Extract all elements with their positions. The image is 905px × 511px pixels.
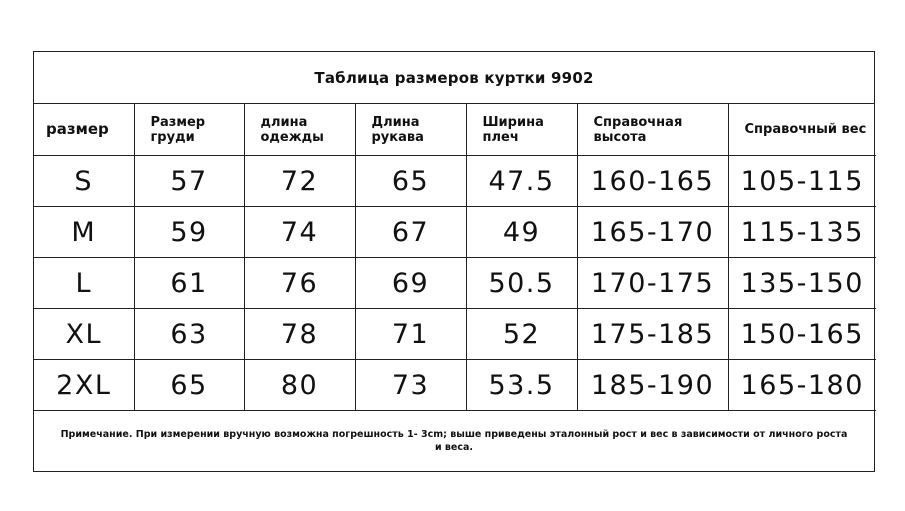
cell-chest: 59 <box>134 207 244 258</box>
footnote: Примечание. При измерении вручную возможна погрешность 1- 3cm; выше приведены эталонный рост и вес в зависимости от личного роста и веса. <box>60 428 848 453</box>
cell-height: 165-170 <box>577 207 728 258</box>
cell-weight: 150-165 <box>728 309 876 360</box>
cell-sleeve: 71 <box>355 309 466 360</box>
cell-height: 170-175 <box>577 258 728 309</box>
cell-shoulder: 50.5 <box>466 258 577 309</box>
cell-size: S <box>34 156 134 207</box>
cell-sleeve: 73 <box>355 360 466 411</box>
cell-height: 160-165 <box>577 156 728 207</box>
cell-sleeve: 67 <box>355 207 466 258</box>
cell-length: 76 <box>244 258 355 309</box>
table-row <box>34 360 876 411</box>
cell-weight: 115-135 <box>728 207 876 258</box>
cell-shoulder: 47.5 <box>466 156 577 207</box>
table-row <box>34 309 876 360</box>
cell-height: 175-185 <box>577 309 728 360</box>
chart-title: Таблица размеров куртки 9902 <box>34 52 874 104</box>
cell-length: 80 <box>244 360 355 411</box>
cell-shoulder: 49 <box>466 207 577 258</box>
cell-length: 72 <box>244 156 355 207</box>
cell-height: 185-190 <box>577 360 728 411</box>
cell-chest: 57 <box>134 156 244 207</box>
header-shoulder: Ширина плеч <box>466 104 577 156</box>
cell-weight: 135-150 <box>728 258 876 309</box>
cell-shoulder: 52 <box>466 309 577 360</box>
header-weight: Справочный вес <box>728 104 876 156</box>
cell-chest: 61 <box>134 258 244 309</box>
table-row <box>34 258 876 309</box>
cell-chest: 65 <box>134 360 244 411</box>
cell-weight: 105-115 <box>728 156 876 207</box>
header-length: длина одежды <box>244 104 355 156</box>
cell-weight: 165-180 <box>728 360 876 411</box>
header-row <box>34 104 876 156</box>
table-row <box>34 207 876 258</box>
table-row <box>34 156 876 207</box>
cell-size: XL <box>34 309 134 360</box>
header-chest: Размер груди <box>134 104 244 156</box>
cell-size: M <box>34 207 134 258</box>
size-chart-frame <box>33 51 875 472</box>
cell-length: 78 <box>244 309 355 360</box>
header-sleeve: Длина рукава <box>355 104 466 156</box>
size-table <box>34 104 876 411</box>
cell-size: 2XL <box>34 360 134 411</box>
cell-chest: 63 <box>134 309 244 360</box>
cell-sleeve: 65 <box>355 156 466 207</box>
cell-length: 74 <box>244 207 355 258</box>
cell-shoulder: 53.5 <box>466 360 577 411</box>
cell-size: L <box>34 258 134 309</box>
cell-sleeve: 69 <box>355 258 466 309</box>
header-size: размер <box>34 104 134 156</box>
header-height: Справочная высота <box>577 104 728 156</box>
